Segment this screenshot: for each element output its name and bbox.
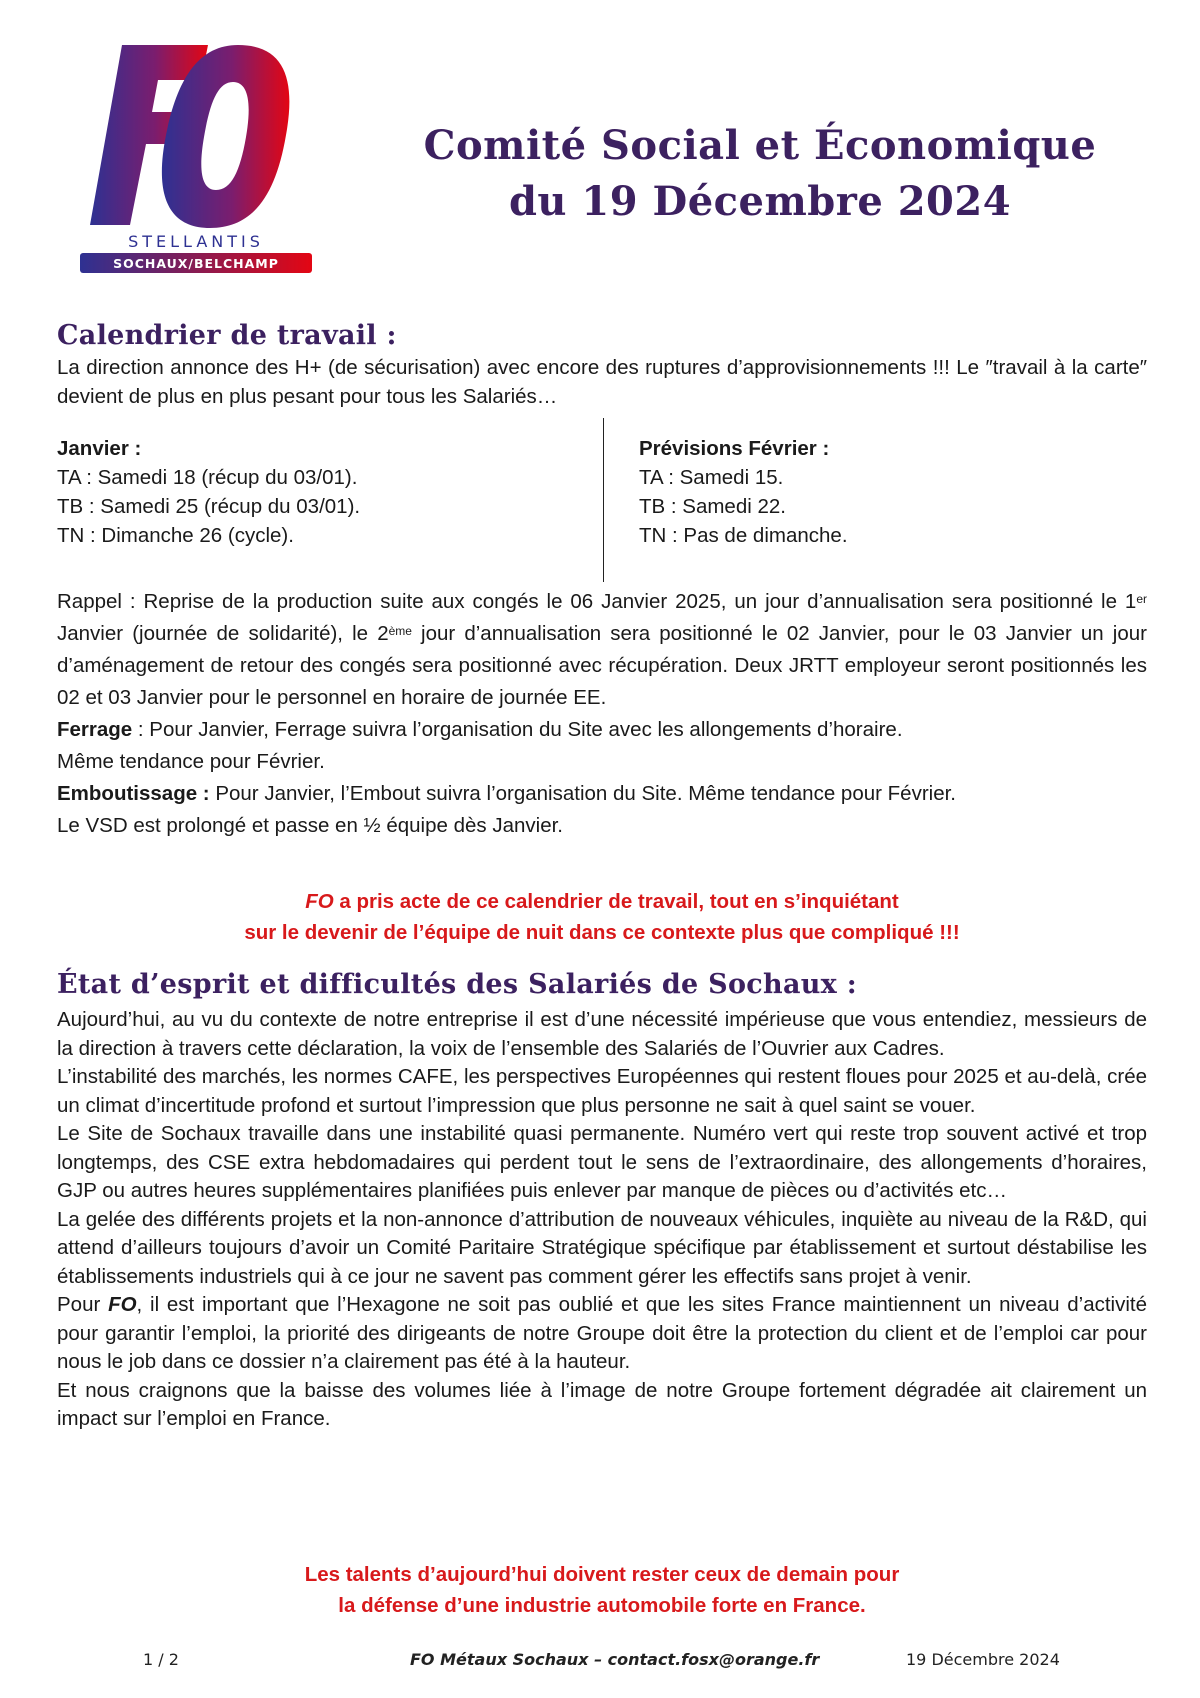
section-etat-esprit bbox=[57, 969, 1147, 1434]
january-line: TN : Dimanche 26 (cycle). bbox=[57, 524, 294, 547]
january-line: TA : Samedi 18 (récup du 03/01). bbox=[57, 466, 358, 489]
ferrage-line-2: Même tendance pour Février. bbox=[57, 750, 325, 773]
february-line: TA : Samedi 15. bbox=[639, 466, 784, 489]
calendrier-intro: La direction annonce des H+ (de sécurisation) avec encore des ruptures d’approvisionnements !!! Le ″travail à la carte″ devient de plus en plus pesant pour tous les Salariés… bbox=[57, 356, 1147, 408]
rappel-paragraph bbox=[57, 586, 1147, 714]
etat-paragraph-1: Aujourd’hui, au vu du contexte de notre entreprise il est d’une nécessité impérieuse que vous entendiez, messieurs de la direction à travers cette déclaration, la voix de l’ensemble des Salariés de l’Ouvrier aux Cadres. bbox=[57, 1008, 1147, 1060]
p5-text-b: , il est important que l’Hexagone ne soit pas oublié et que les sites France maintiennent un niveau d’activité pour garantir l’emploi, la priorité des dirigeants de notre Groupe doit être la protection du client et de l’emploi car pour nous le job dans ce dossier n’a clairement pas été à la hauteur. bbox=[57, 1293, 1147, 1373]
footer-contact: FO Métaux Sochaux – contact.fosx@orange.fr bbox=[410, 1650, 820, 1669]
section-heading-etat-esprit: État d’esprit et difficultés des Salariés de Sochaux : bbox=[57, 969, 858, 1000]
alert-talents bbox=[57, 1559, 1147, 1621]
alert-text-1: a pris acte de ce calendrier de travail, tout en s’inquiétant bbox=[333, 890, 899, 913]
ferrage-paragraph bbox=[57, 714, 1147, 746]
emboutissage-label: Emboutissage : bbox=[57, 782, 210, 805]
february-column bbox=[639, 434, 848, 550]
alert-line-2: sur le devenir de l’équipe de nuit dans ce contexte plus que compliqué !!! bbox=[244, 921, 960, 944]
emboutissage-line-2: Le VSD est prolongé et passe en ½ équipe dès Janvier. bbox=[57, 814, 564, 837]
january-column bbox=[57, 434, 360, 550]
emboutissage-text: Pour Janvier, l’Embout suivra l’organisation du Site. Même tendance pour Février. bbox=[209, 782, 956, 805]
february-line: TB : Samedi 22. bbox=[639, 495, 786, 518]
emboutissage-paragraph bbox=[57, 778, 1147, 810]
etat-paragraph-3: Le Site de Sochaux travaille dans une instabilité quasi permanente. Numéro vert qui reste trop souvent activé et trop longtemps, des CSE extra hebdomadaires qui perdent tout le sens de l’extraordinaire, des allongements d’horaires, GJP ou autres heures supplémentaires planifiées puis enlever par manque de pièces ou d’activités etc… bbox=[57, 1122, 1147, 1202]
page-footer bbox=[0, 1650, 1200, 1674]
alert-calendrier bbox=[57, 886, 1147, 948]
schedule-columns bbox=[57, 434, 1147, 584]
alert-line-1 bbox=[57, 886, 1147, 917]
fo-stellantis-logo bbox=[80, 40, 312, 290]
fo-logo-graphic bbox=[80, 40, 312, 290]
january-heading: Janvier : bbox=[57, 437, 142, 460]
logo-site-text: SOCHAUX/BELCHAMP bbox=[113, 256, 279, 271]
logo-brand-text: STELLANTIS bbox=[128, 232, 264, 251]
etat-paragraph-5 bbox=[57, 1291, 1147, 1377]
alert2-line-2: la défense d’une industrie automobile forte en France. bbox=[338, 1594, 866, 1617]
page-number: 1 / 2 bbox=[143, 1650, 179, 1669]
calendrier-details bbox=[57, 586, 1147, 842]
alert2-line-1: Les talents d’aujourd’hui doivent rester ceux de demain pour bbox=[304, 1563, 900, 1586]
february-heading: Prévisions Février : bbox=[639, 437, 830, 460]
january-line: TB : Samedi 25 (récup du 03/01). bbox=[57, 495, 361, 518]
section-calendrier bbox=[57, 320, 1147, 411]
p5-fo-mark: FO bbox=[108, 1293, 137, 1316]
rappel-sup-1: er bbox=[1136, 592, 1147, 606]
february-line: TN : Pas de dimanche. bbox=[639, 524, 848, 547]
column-divider bbox=[603, 418, 604, 582]
section-heading-calendrier: Calendrier de travail : bbox=[57, 320, 397, 351]
title-line-1: Comité Social et Économique bbox=[423, 122, 1097, 169]
rappel-sup-2: ème bbox=[388, 624, 412, 638]
rappel-text-b: Janvier (journée de solidarité), le 2 bbox=[57, 622, 389, 645]
alert-fo-mark: FO bbox=[305, 890, 334, 913]
etat-paragraph-2: L’instabilité des marchés, les normes CAFE, les perspectives Européennes qui restent floues pour 2025 et au-delà, crée un climat d’incertitude profond et surtout l’impression que plus personne ne sait à quel saint se vouer. bbox=[57, 1065, 1147, 1117]
etat-paragraph-6: Et nous craignons que la baisse des volumes liée à l’image de notre Groupe fortement dégradée ait clairement un impact sur l’emploi en France. bbox=[57, 1378, 1147, 1430]
footer-date: 19 Décembre 2024 bbox=[906, 1650, 1060, 1669]
ferrage-text: : Pour Janvier, Ferrage suivra l’organisation du Site avec les allongements d’horaire. bbox=[132, 718, 903, 741]
rappel-text-c: jour d’annualisation sera positionné le 02 Janvier, pour le 03 Janvier un jour d’aménagement de retour des congés sera positionné avec récupération. Deux JRTT employeur seront positionnés les 02 et 03 Janvier pour le personnel en horaire de journée EE. bbox=[57, 622, 1147, 709]
title-line-2: du 19 Décembre 2024 bbox=[508, 178, 1012, 225]
ferrage-label: Ferrage bbox=[57, 718, 133, 741]
page-title bbox=[330, 118, 1190, 230]
etat-paragraph-4: La gelée des différents projets et la non-annonce d’attribution de nouveaux véhicules, inquiète au niveau de la R&D, qui attend d’ailleurs toujours d’avoir un Comité Paritaire Stratégique spécifique par établissement et surtout déstabilise les établissements industriels qui à ce jour ne savent pas comment gérer les effectifs sans projet à venir. bbox=[57, 1207, 1147, 1288]
p5-text-a: Pour bbox=[57, 1293, 109, 1316]
rappel-text-a: Rappel : Reprise de la production suite aux congés le 06 Janvier 2025, un jour d’annualisation sera positionné le 1 bbox=[57, 590, 1137, 613]
